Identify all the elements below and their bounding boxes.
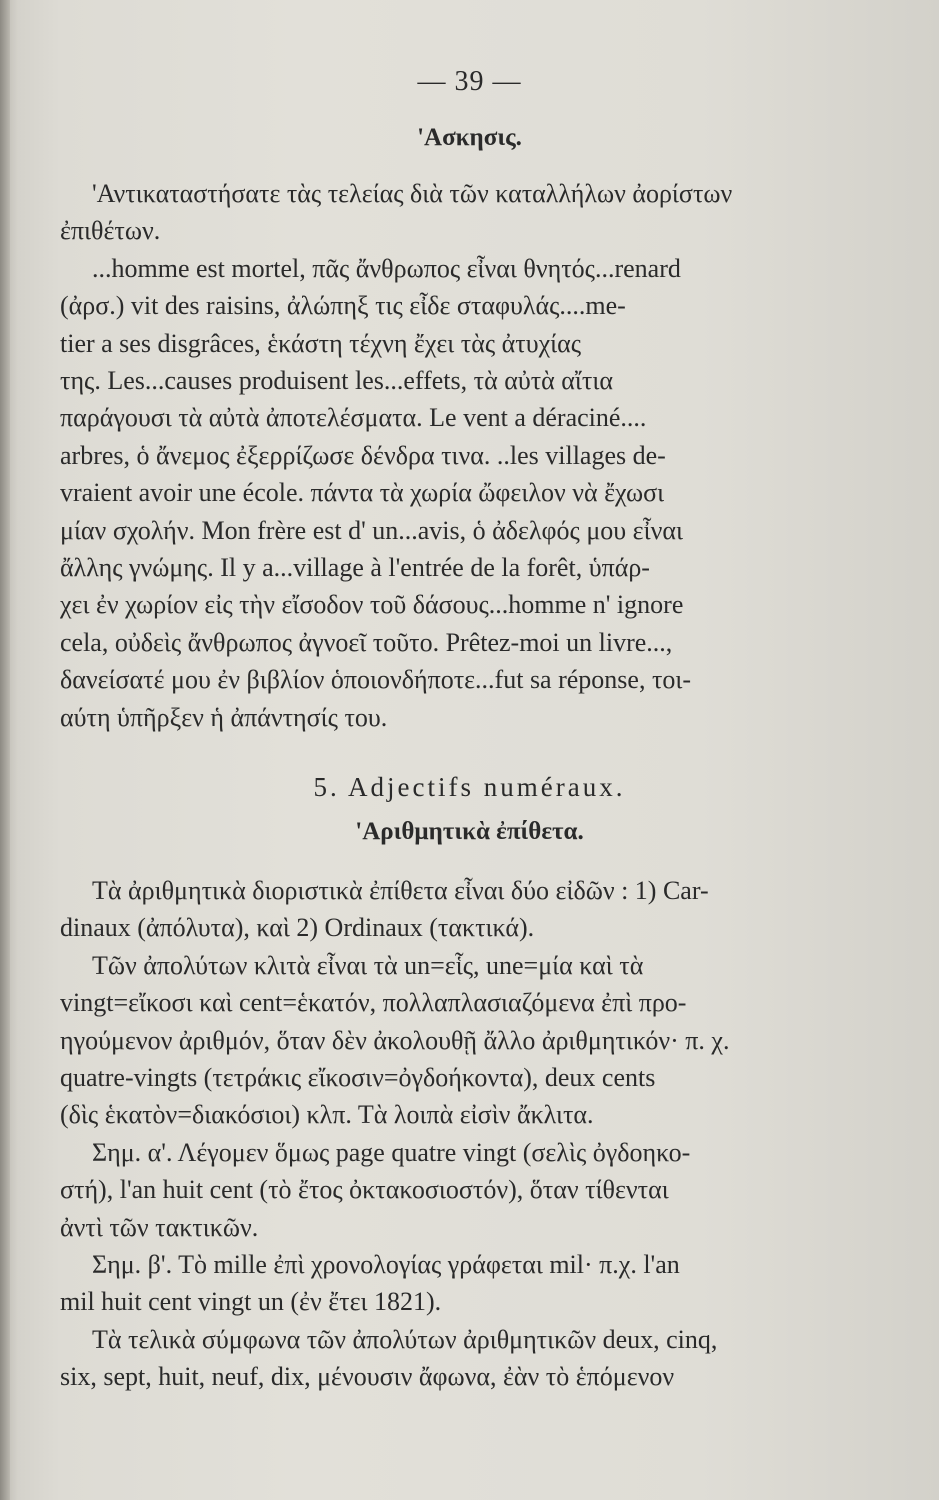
exercise-paragraph: [60, 175, 828, 736]
text-line: arbres, ὁ ἄνεμος ἐξερρίζωσε δένδρα τινα. ..les villages de-: [60, 440, 666, 470]
text-line: (ἀρσ.) vit des raisins, ἀλώπηξ τις εἶδε σταφυλάς....me-: [60, 291, 626, 321]
text-line: Τῶν ἀπολύτων κλιτὰ εἶναι τὰ un=εἷς, une=μία καὶ τὰ: [92, 950, 644, 980]
text-line: Σημ. β'. Τὸ mille ἐπὶ χρονολογίας γράφεται mil· π.χ. l'an: [92, 1250, 680, 1280]
page-number: — 39 —: [417, 66, 522, 97]
text-line: tier a ses disgrâces, ἑκάστη τέχνη ἔχει τὰς ἀτυχίας: [60, 328, 582, 358]
text-line: αύτη ὑπῆρξεν ἡ ἀπάντησίς του.: [60, 702, 388, 732]
section-subtitle: 'Αριθμητικὰ ἐπίθετα.: [355, 818, 584, 845]
text-line: στή), l'an huit cent (τὸ ἔτος ὀκτακοσιοστόν), ὅταν τίθενται: [60, 1175, 669, 1205]
text-line: χει ἐν χωρίον εἰς τὴν εἴσοδον τοῦ δάσους...homme n' ignore: [60, 590, 684, 620]
section-title: 5. Adjectifs numéraux.: [313, 772, 626, 802]
text-line: dinaux (ἀπόλυτα), καὶ 2) Ordinaux (τακτικά).: [60, 913, 535, 943]
text-line: της. Les...causes produisent les...effets, τὰ αὐτὰ αἴτια: [60, 366, 613, 396]
text-line: 'Αντικαταστήσατε τὰς τελείας διὰ τῶν καταλλήλων ἀορίστων: [92, 179, 733, 208]
text-line: Τὰ ἀριθμητικὰ διοριστικὰ ἐπίθετα εἶναι δύο εἰδῶν : 1) Car-: [92, 876, 709, 905]
numerals-paragraph: [60, 872, 828, 1396]
text-line: Σημ. α'. Λέγομεν ὅμως page quatre vingt (σελὶς ὀγδοηκο-: [92, 1137, 691, 1167]
text-line: vraient avoir une école. πάντα τὰ χωρία ὤφειλον νὰ ἔχωσι: [60, 478, 665, 508]
text-line: cela, οὐδεὶς ἄνθρωπος ἀγνοεῖ τοῦτο. Prêtez-moi un livre...,: [60, 627, 673, 657]
text-line: quatre-vingts (τετράκις εἴκοσιν=ὀγδοήκοντα), deux cents: [60, 1063, 656, 1093]
text-line: Τὰ τελικὰ σύμφωνα τῶν ἀπολύτων ἀριθμητικῶν deux, cinq,: [92, 1324, 718, 1354]
text-line: παράγουσι τὰ αὐτὰ ἀποτελέσματα. Le vent a déraciné....: [60, 403, 647, 433]
text-line: ηγούμενον ἀριθμόν, ὅταν δὲν ἀκολουθῇ ἄλλο ἀριθμητικόν· π. χ.: [60, 1025, 730, 1055]
text-line: ἐπιθέτων.: [60, 216, 161, 246]
text-line: ἀντὶ τῶν τακτικῶν.: [60, 1212, 259, 1242]
text-line: six, sept, huit, neuf, dix, μένουσιν ἄφωνα, ἐὰν τὸ ἑπόμενον: [60, 1362, 675, 1392]
text-line: μίαν σχολήν. Mon frère est d' un...avis, ὁ ἀδελφός μου εἶναι: [60, 515, 683, 545]
text-line: ...homme est mortel, πᾶς ἄνθρωπος εἶναι θνητός...renard: [92, 253, 681, 283]
page-binding-shadow: [0, 0, 10, 1500]
exercise-heading: 'Ασκησις.: [417, 124, 522, 151]
text-line: ἄλλης γνώμης. Il y a...village à l'entrée de la forêt, ὑπάρ-: [60, 553, 650, 583]
text-line: δανείσατέ μου ἐν βιβλίον ὁποιονδήποτε...fut sa réponse, τοι-: [60, 665, 692, 695]
text-line: vingt=εἴκοσι καὶ cent=ἑκατόν, πολλαπλασιαζόμενα ἐπὶ προ-: [60, 988, 687, 1018]
text-line: (δὶς ἑκατὸν=διακόσιοι) κλπ. Τὰ λοιπὰ εἰσὶν ἄκλιτα.: [60, 1100, 594, 1130]
text-line: mil huit cent vingt un (ἐν ἔτει 1821).: [60, 1287, 442, 1317]
